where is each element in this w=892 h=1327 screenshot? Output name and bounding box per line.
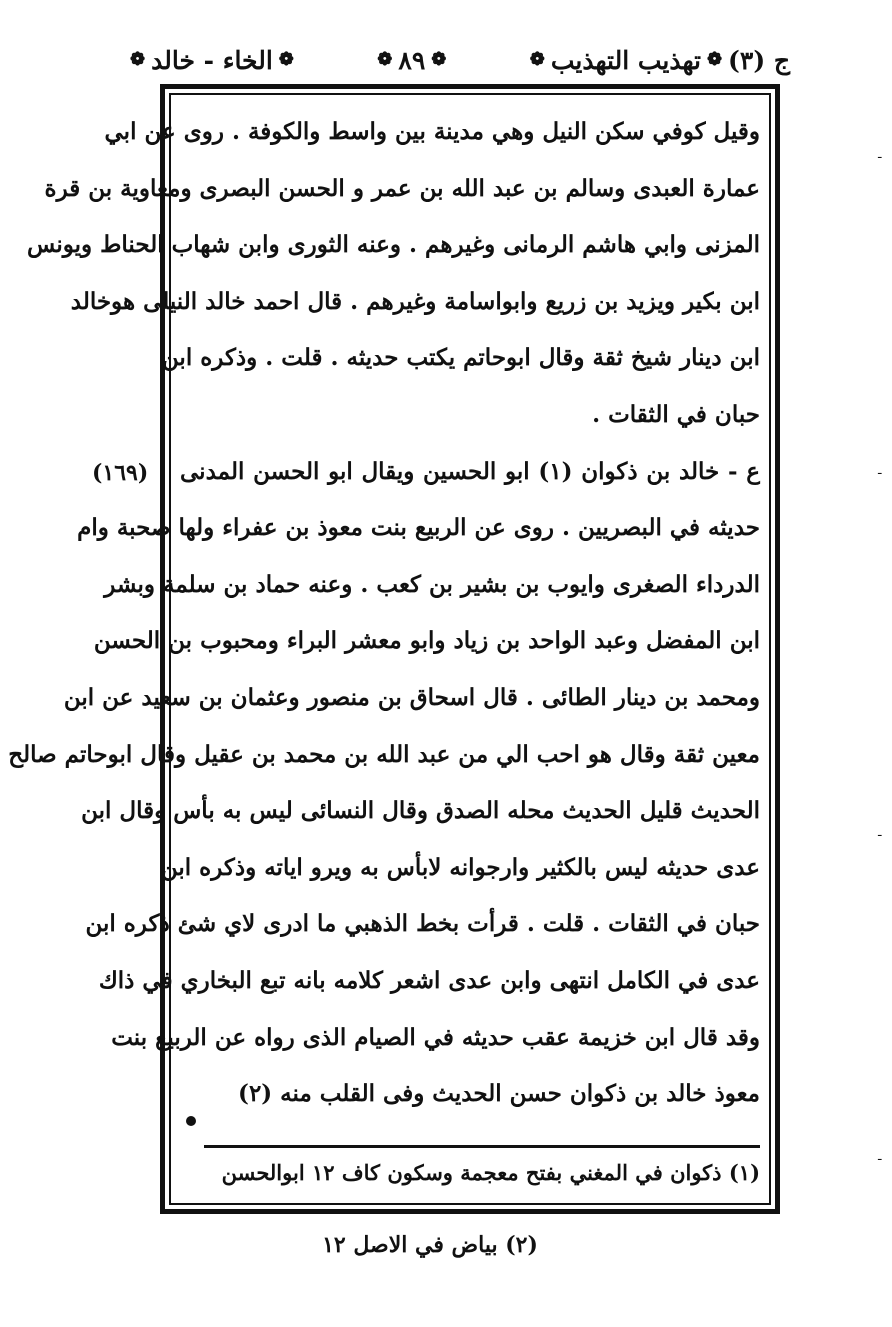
- header-section-group: [130, 46, 294, 75]
- text-line: وقد قال ابن خزيمة عقب حديثه في الصيام الذى رواه عن الربيع بنت: [111, 1023, 760, 1051]
- text-line: حديثه في البصريين . روى عن الربيع بنت معوذ بن عفراء ولها صحبة وام: [77, 514, 760, 542]
- text-line: ابن بكير ويزيد بن زريع وابواسامة وغيرهم . قال احمد خالد النيلى هوخالد: [70, 287, 760, 315]
- entry-heading-line: ع - خالد بن ذكوان (١) ابو الحسين ويقال ابو الحسن المدنى: [180, 457, 760, 485]
- ornament-icon: ❁: [278, 49, 294, 70]
- text-line: المزنى وابي هاشم الرمانى وغيرهم . وعنه الثورى وابن شهاب الحناط ويونس: [27, 231, 760, 259]
- end-dot-icon: [186, 1116, 196, 1126]
- footnote-2: (٢) بياض في الاصل ١٢: [322, 1232, 538, 1258]
- text-line: ومحمد بن دينار الطائى . قال اسحاق بن منصور وعثمان بن سعيد عن ابن: [63, 683, 760, 711]
- margin-mark-icon: ـ: [878, 463, 882, 477]
- text-line: عدى حديثه ليس بالكثير وارجوانه لابأس به ويرو اياته وذكره ابن: [160, 853, 760, 881]
- text-line: ابن المفضل وعبد الواحد بن زياد وابو معشر البراء ومحبوب بن الحسن: [93, 627, 760, 655]
- ornament-icon: ❁: [130, 49, 146, 70]
- margin-mark-icon: ـ: [878, 147, 882, 161]
- ornament-icon: ❁: [377, 49, 393, 70]
- text-line: وقيل كوفي سكن النيل وهي مدينة بين واسط والكوفة . روى عن ابي: [104, 118, 760, 145]
- header-section: الخاء - خالد: [151, 45, 273, 75]
- header-volume: ج (٣): [728, 45, 790, 75]
- margin-mark-icon: ـ: [878, 825, 882, 839]
- ornament-icon: ❁: [706, 49, 723, 70]
- text-line: الحديث قليل الحديث محله الصدق وقال النسائى ليس به بأس وقال ابن: [81, 797, 760, 825]
- text-line: عدى في الكامل انتهى وابن عدى اشعر كلامه بانه تبع البخاري في ذاك: [98, 966, 760, 994]
- text-line: حبان في الثقات .: [592, 400, 760, 428]
- margin-mark-icon: ـ: [878, 1149, 882, 1163]
- ornament-icon: ❁: [529, 49, 545, 70]
- text-line: حبان في الثقات . قلت . قرأت بخط الذهبي ما ادرى لاي شئ ذكره ابن: [85, 910, 760, 938]
- entry-number: (١٦٩): [92, 460, 149, 486]
- footnote-1: (١) ذكوان في المغني بفتح معجمة وسكون كاف ١٢ ابوالحسن: [221, 1160, 760, 1185]
- header-volume-group: [530, 46, 790, 75]
- text-line: عمارة العبدى وسالم بن عبد الله بن عمر و الحسن البصرى ومعاوية بن قرة: [44, 174, 760, 202]
- text-line: معين ثقة وقال هو احب الي من عبد الله بن محمد بن عقيل وقال ابوحاتم صالح: [8, 740, 760, 768]
- header-page-group: [377, 46, 446, 75]
- footnote-rule: [204, 1145, 760, 1148]
- ornament-icon: ❁: [431, 49, 447, 70]
- page-number: ٨٩: [398, 45, 426, 75]
- header-book-title: تهذيب التهذيب: [550, 45, 701, 75]
- text-line: معوذ خالد بن ذكوان حسن الحديث وفى القلب منه (٢): [238, 1080, 760, 1108]
- running-header: [130, 36, 790, 84]
- text-line: الدرداء الصغرى وايوب بن بشير بن كعب . وعنه حماد بن سلمة وبشر: [104, 570, 760, 598]
- text-line: ابن دينار شيخ ثقة وقال ابوحاتم يكتب حديثه . قلت . وذكره ابن: [161, 344, 760, 372]
